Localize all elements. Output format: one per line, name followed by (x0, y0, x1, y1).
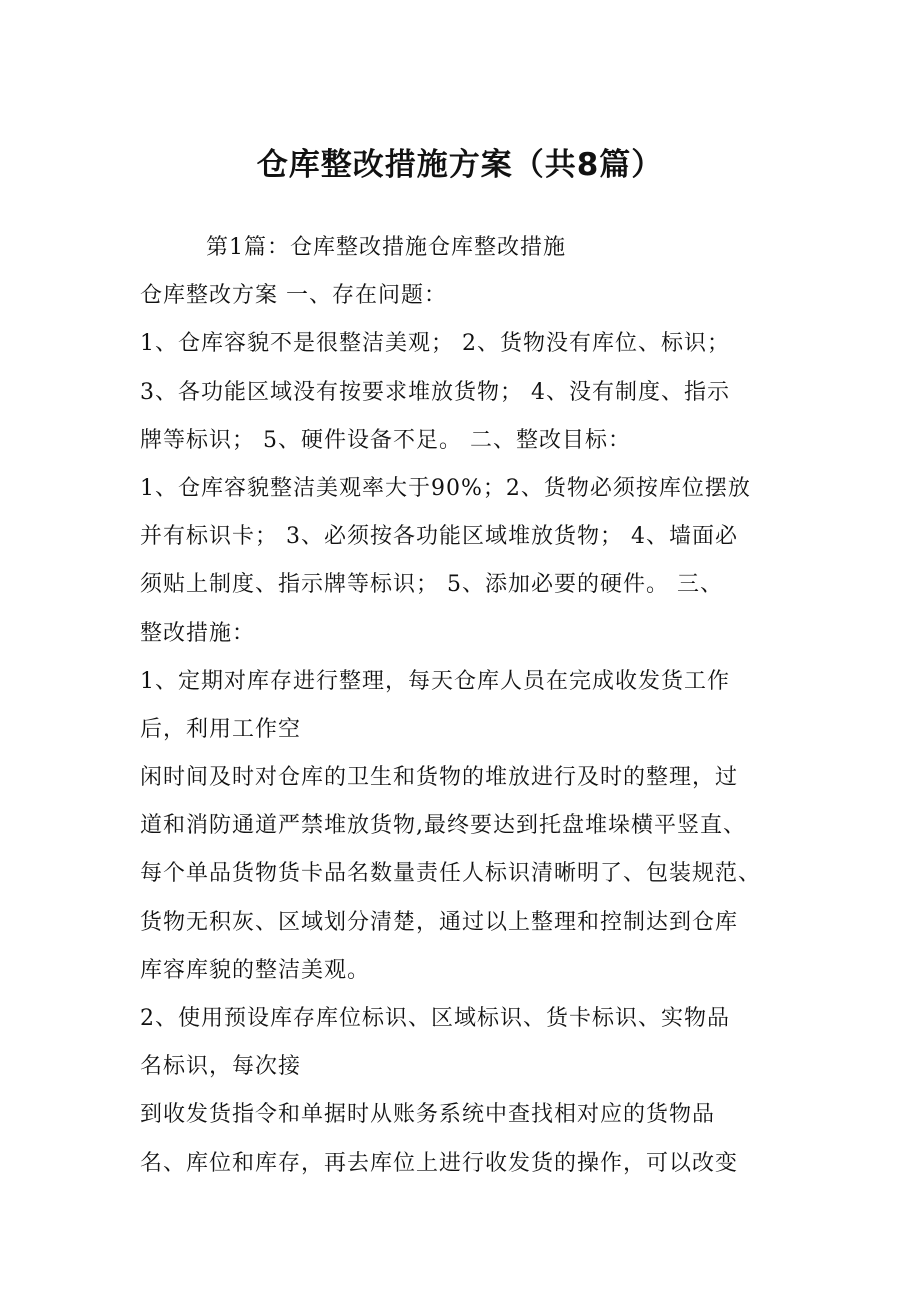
text-line: 道和消防通道严禁堆放货物,最终要达到托盘堆垛横平竖直、 (140, 813, 746, 839)
text-line: 1、仓库容貌不是很整洁美观； 2、货物没有库位、标识； (140, 331, 730, 357)
text-line: 整改措施： (140, 620, 256, 646)
section-heading: 第1篇：仓库整改措施仓库整改措施 (206, 235, 566, 260)
text-line: 名、库位和库存，再去库位上进行收发货的操作，可以改变 (140, 1150, 739, 1176)
text-line: 3、各功能区域没有按要求堆放货物； 4、没有制度、指示 (140, 379, 730, 405)
text-line: 到收发货指令和单据时从账务系统中查找相对应的货物品 (140, 1102, 716, 1128)
document-body (140, 224, 780, 1188)
text-line: 2、使用预设库存库位标识、区域标识、货卡标识、实物品 (140, 1006, 730, 1031)
text-line: 库容库貌的整洁美观。 (140, 957, 371, 983)
text-line: 并有标识卡； 3、必须按各功能区域堆放货物； 4、墙面必 (140, 524, 738, 550)
text-line: 每个单品货物货卡品名数量责任人标识清晰明了、包装规范、 (140, 861, 762, 887)
text-line: 1、仓库容貌整洁美观率大于90%；2、货物必须按库位摆放 (140, 475, 751, 501)
text-line: 货物无积灰、区域划分清楚，通过以上整理和控制达到仓库 (140, 909, 739, 935)
text-line: 须贴上制度、指示牌等标识； 5、添加必要的硬件。 三、 (140, 572, 723, 598)
text-line: 1、定期对库存进行整理，每天仓库人员在完成收发货工作 (140, 668, 730, 694)
text-line: 名标识，每次接 (140, 1054, 302, 1080)
text-line: 后，利用工作空 (140, 716, 302, 742)
text-line: 闲时间及时对仓库的卫生和货物的堆放进行及时的整理，过 (140, 765, 739, 791)
text-line: 牌等标识； 5、硬件设备不足。 二、整改目标： (140, 427, 631, 453)
text-line: 仓库整改方案 一、存在问题： (140, 283, 447, 309)
document-title: 仓库整改措施方案（共8篇） (256, 147, 664, 183)
